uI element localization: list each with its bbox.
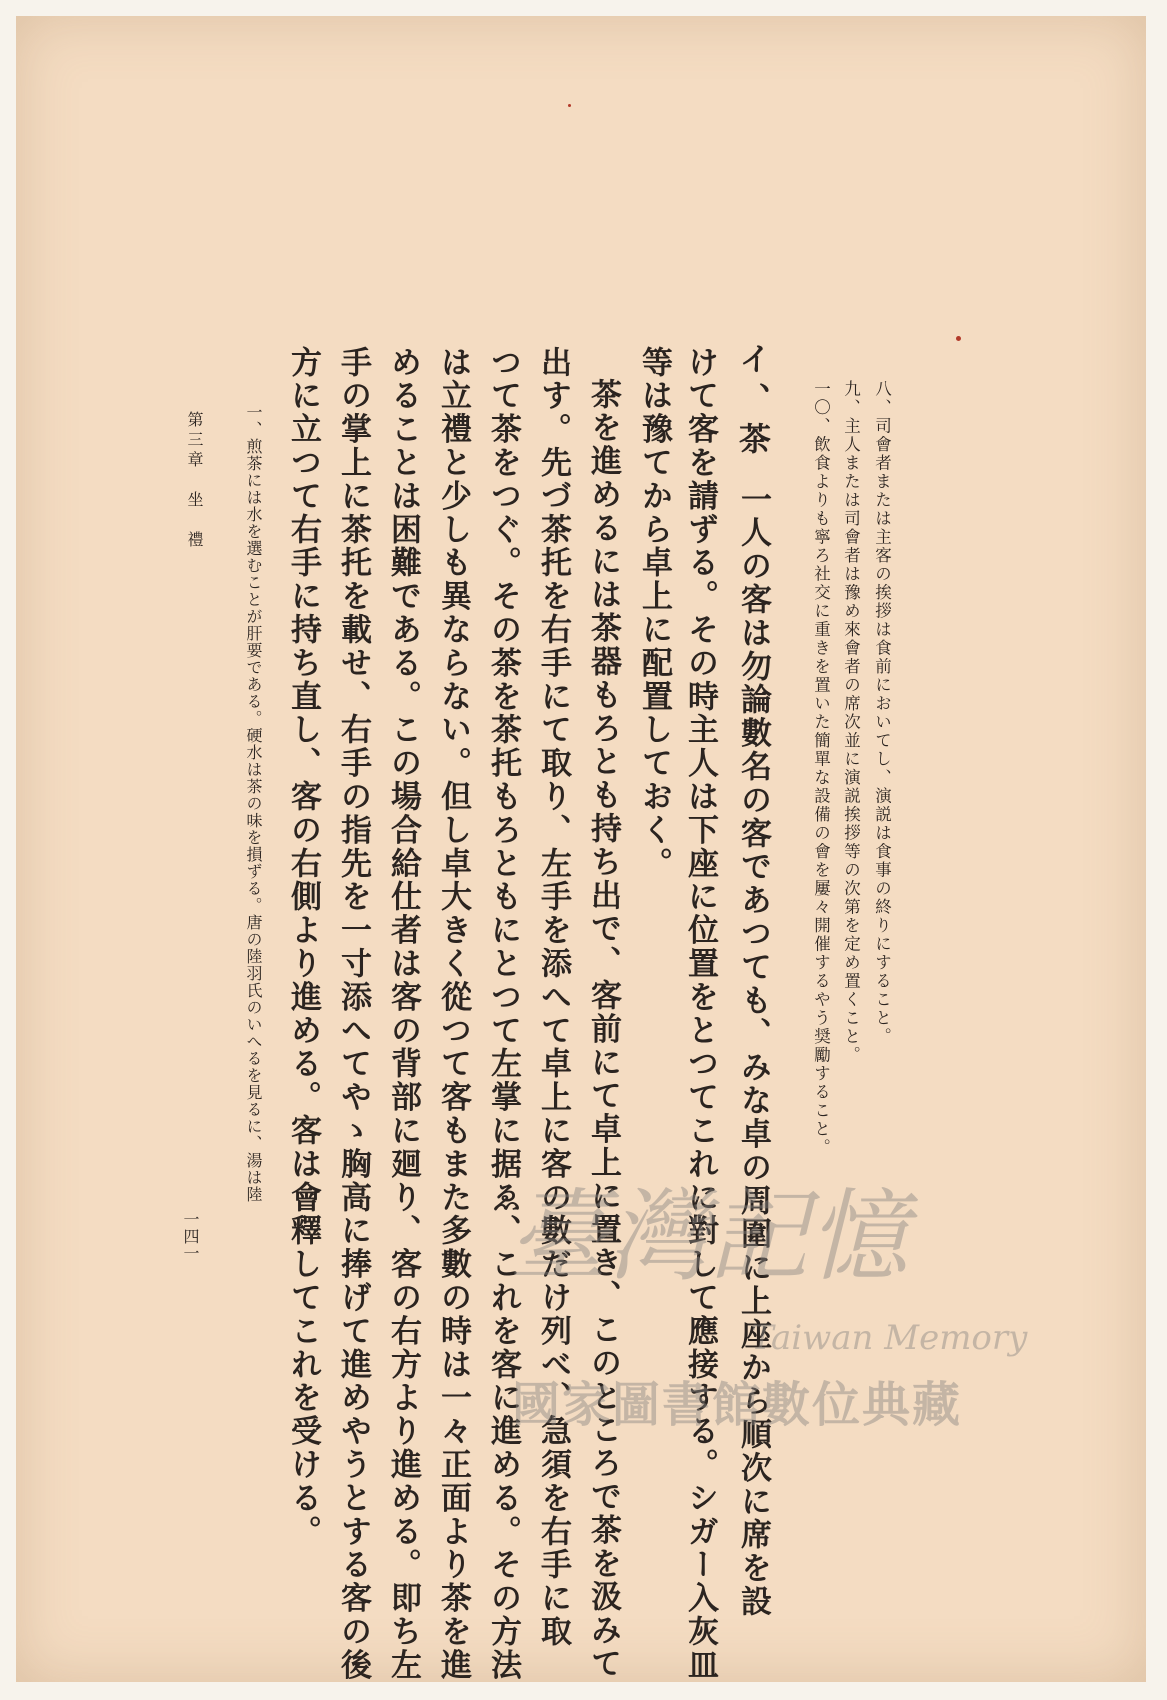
watermark-script: 臺灣記憶 [508,1178,908,1295]
body-line-1: 一人の客は勿論數名の客であつても、みな卓の周圍に上座から順次に席を設 [735,483,771,1619]
page-number: 一四一 [181,1211,200,1262]
body-line-2: けて客を請ずる。その時主人は下座に位置をとつてこれに對して應接する。シガー入灰皿 [682,346,718,1682]
section-heading: イ、茶 [734,342,772,462]
footnote: 一、煎茶には水を選むことが肝要である。硬水は茶の味を損ずる。唐の陸羽氏のいへるを見るに、湯は陸 [244,404,263,1203]
ink-speck [956,336,961,341]
body-line-7: は立禮と少しも異ならない。但し卓大きく從つて客もまた多數の時は一々正面より茶を進 [435,346,471,1682]
body-line-6: つて茶をつぐ。その茶を茶托もろともにとつて左掌に据ゑ、これを客に進める。その方法 [485,346,521,1682]
running-head: 第三章 坐 禮 [185,411,204,551]
body-line-5: 出す。先づ茶托を右手にて取り、左手を添へて卓上に客の數だけ列べ、急須を右手に取 [535,346,571,1649]
body-line-10: 方に立つて右手に持ち直し、客の右側より進める。客は會釋してこれを受ける。 [285,346,321,1549]
body-line-8: めることは困難である。この場合給仕者は客の背部に廻り、客の右方より進める。即ち左 [385,346,421,1682]
body-line-4: 茶を進めるには茶器もろとも持ち出で、客前にて卓上に置き、このところで茶を汲みて [585,378,621,1681]
watermark-english: Taiwan Memory [751,1318,1028,1358]
body-line-9: 手の掌上に茶托を載せ、右手の指先を一寸添へてやゝ胸高に捧げて進めやうとする客の後 [335,346,371,1682]
book-page [16,16,1146,1682]
note-item-8: 八、司會者または主客の挨拶は食前においてし、演説は食事の終りにすること。 [872,380,892,1046]
watermark-chinese: 國家圖書館數位典藏 [512,1377,963,1433]
ink-speck [568,104,571,107]
note-item-10: 一〇、飲食よりも寧ろ社交に重きを置いた簡單な設備の會を屢々開催するやう奨勵すること。 [811,380,831,1157]
note-item-9: 九、主人または司會者は豫め來會者の席次並に演説挨拶等の次第を定め置くこと。 [841,380,861,1065]
body-line-3: 等は豫てから卓上に配置しておく。 [636,346,672,881]
